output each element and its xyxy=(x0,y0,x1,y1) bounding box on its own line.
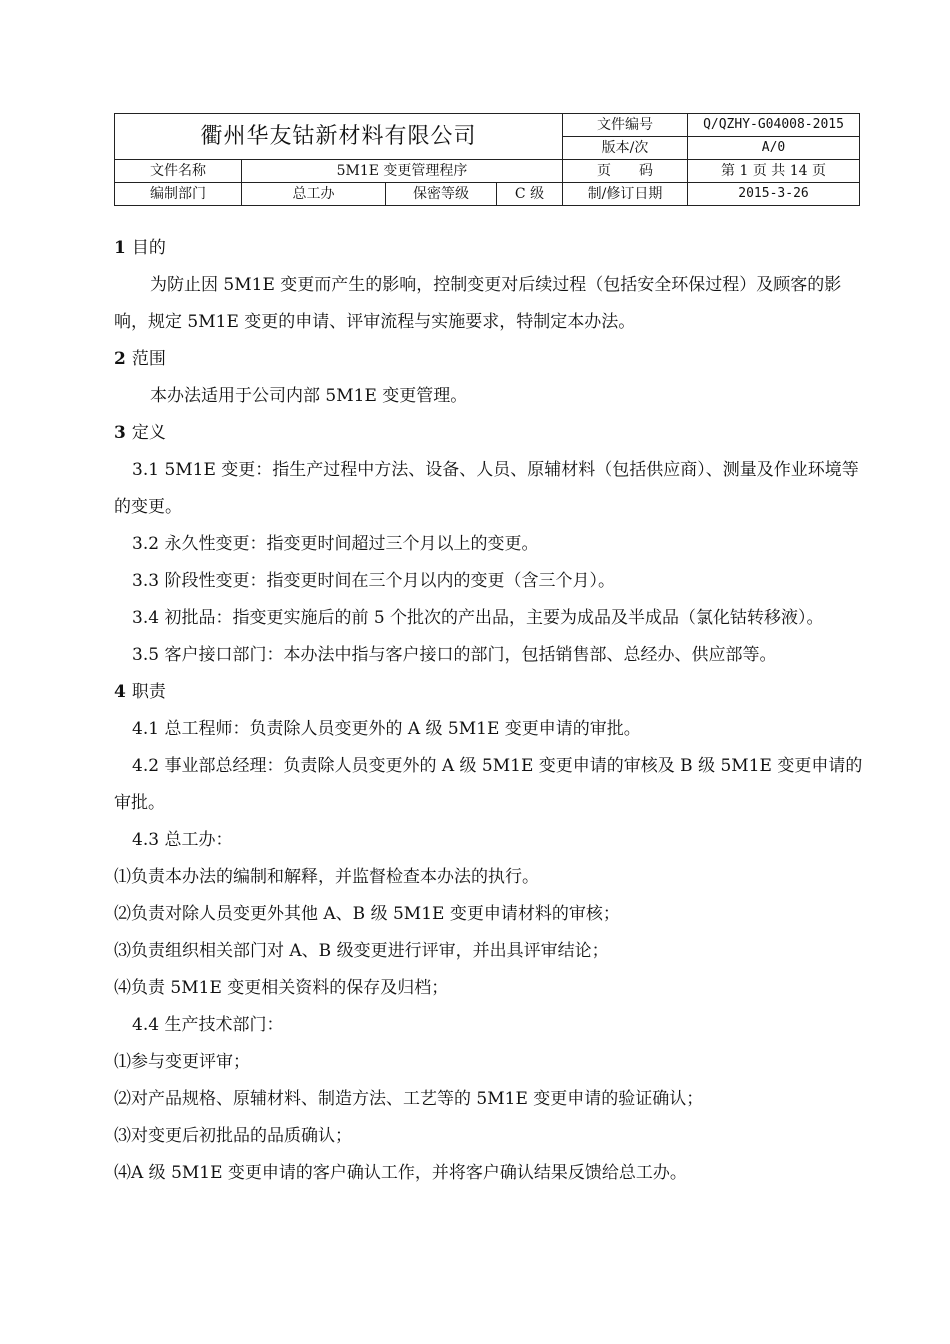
page-value: 第 1 页 共 14 页 xyxy=(688,160,860,183)
paragraph: 本办法适用于公司内部 5M1E 变更管理。 xyxy=(150,386,468,406)
secrecy-value: C 级 xyxy=(497,183,563,206)
paragraph: 为防止因 5M1E 变更而产生的影响，控制变更对后续过程（包括安全环保过程）及顾客的影响，规定 5M1E 变更的申请、评审流程与实施要求，特制定本办法。 xyxy=(114,275,842,332)
version-label: 版本/次 xyxy=(563,137,688,160)
list-item: ⑷负责 5M1E 变更相关资料的保存及归档； xyxy=(114,978,449,998)
definition-item: 3.2 永久性变更：指变更时间超过三个月以上的变更。 xyxy=(132,534,539,554)
document-header-table xyxy=(114,113,860,206)
list-item: ⑶对变更后初批品的品质确认； xyxy=(114,1126,352,1146)
file-name-label: 文件名称 xyxy=(115,160,242,183)
file-name-value: 5M1E 变更管理程序 xyxy=(242,160,563,183)
list-item: ⑷A 级 5M1E 变更申请的客户确认工作，并将客户确认结果反馈给总工办。 xyxy=(114,1163,687,1183)
responsibility-item: 4.4 生产技术部门： xyxy=(132,1015,284,1035)
responsibility-item: 4.3 总工办： xyxy=(132,830,233,850)
doc-number-label: 文件编号 xyxy=(563,114,688,137)
section-heading-definitions: 3 定义 xyxy=(114,423,166,443)
responsibility-item: 4.1 总工程师：负责除人员变更外的 A 级 5M1E 变更申请的审批。 xyxy=(132,719,641,739)
list-item: ⑵对产品规格、原辅材料、制造方法、工艺等的 5M1E 变更申请的验证确认； xyxy=(114,1089,704,1109)
list-item: ⑵负责对除人员变更外其他 A、B 级 5M1E 变更申请材料的审核； xyxy=(114,904,620,924)
section-heading-purpose: 1 目的 xyxy=(114,238,166,258)
company-name: 衢州华友钴新材料有限公司 xyxy=(115,114,563,160)
definition-item: 3.5 客户接口部门：本办法中指与客户接口的部门，包括销售部、总经办、供应部等。 xyxy=(132,645,777,665)
page-label: 页 码 xyxy=(563,160,688,183)
section-heading-scope: 2 范围 xyxy=(114,349,166,369)
list-item: ⑴参与变更评审； xyxy=(114,1052,250,1072)
version-value: A/0 xyxy=(688,137,860,160)
responsibility-item: 4.2 事业部总经理：负责除人员变更外的 A 级 5M1E 变更申请的审核及 B 级 5M1E 变更申请的审批。 xyxy=(114,756,863,813)
secrecy-label: 保密等级 xyxy=(386,183,497,206)
dept-value: 总工办 xyxy=(242,183,386,206)
list-item: ⑴负责本办法的编制和解释，并监督检查本办法的执行。 xyxy=(114,867,539,887)
definition-item: 3.4 初批品：指变更实施后的前 5 个批次的产出品，主要为成品及半成品（氯化钴转移液）。 xyxy=(132,608,824,628)
section-heading-responsibilities: 4 职责 xyxy=(114,682,166,702)
date-value: 2015-3-26 xyxy=(688,183,860,206)
definition-item: 3.3 阶段性变更：指变更时间在三个月以内的变更（含三个月）。 xyxy=(132,571,615,591)
definition-item: 3.1 5M1E 变更：指生产过程中方法、设备、人员、原辅材料（包括供应商）、测量及作业环境等的变更。 xyxy=(114,460,859,517)
dept-label: 编制部门 xyxy=(115,183,242,206)
list-item: ⑶负责组织相关部门对 A、B 级变更进行评审，并出具评审结论； xyxy=(114,941,609,961)
date-label: 制/修订日期 xyxy=(563,183,688,206)
doc-number-value: Q/QZHY-G04008-2015 xyxy=(688,114,860,137)
document-body xyxy=(114,230,866,1192)
